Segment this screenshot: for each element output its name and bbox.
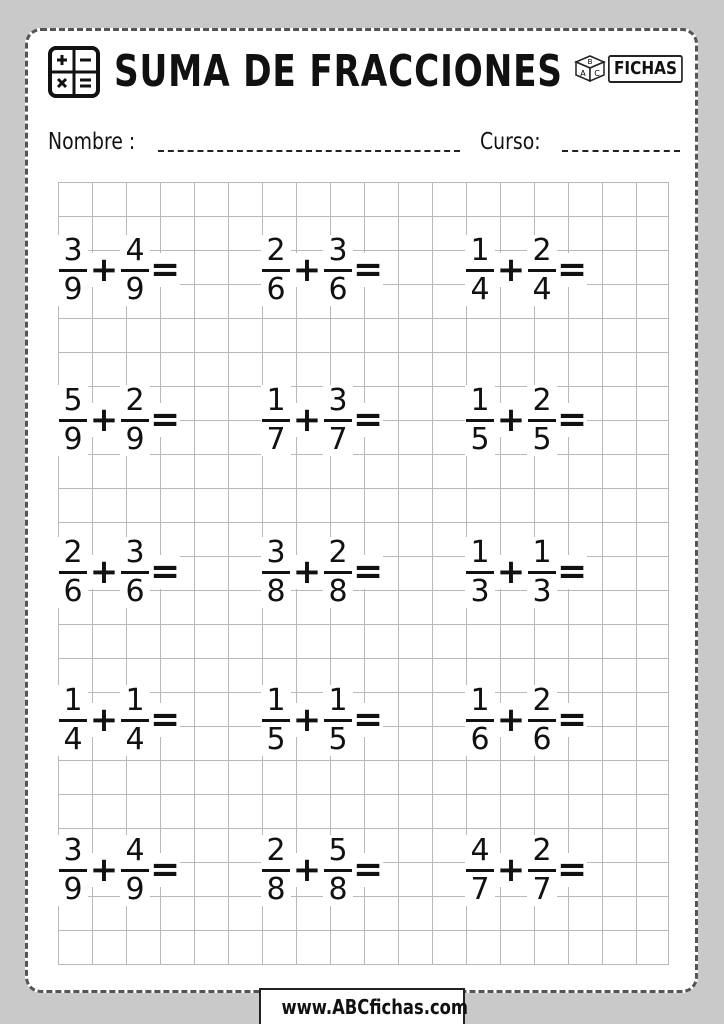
fraction-problem (261, 380, 423, 460)
fraction-problem (58, 532, 220, 612)
plus-sign: + (89, 250, 119, 290)
numerator: 1 (470, 382, 490, 418)
fraction-right (120, 832, 150, 907)
denominator: 8 (266, 573, 286, 609)
fraction-problem (465, 532, 627, 612)
answer-space[interactable] (587, 690, 627, 750)
denominator: 8 (328, 871, 348, 907)
numerator: 1 (266, 682, 286, 718)
equals-sign: = (557, 699, 588, 740)
equals-sign: = (150, 399, 181, 440)
denominator: 3 (470, 573, 490, 609)
denominator: 9 (125, 271, 145, 307)
answer-space[interactable] (587, 840, 627, 900)
student-info-row (48, 126, 684, 160)
equals-sign: = (353, 551, 384, 592)
numerator: 3 (328, 382, 348, 418)
plus-sign: + (292, 552, 322, 592)
denominator: 9 (63, 871, 83, 907)
fraction-left (465, 232, 495, 307)
answer-space[interactable] (180, 240, 220, 300)
answer-space[interactable] (383, 690, 423, 750)
fraction-left (465, 382, 495, 457)
numerator: 2 (532, 232, 552, 268)
numerator: 2 (63, 534, 83, 570)
numerator: 1 (470, 232, 490, 268)
denominator: 8 (328, 573, 348, 609)
plus-sign: + (496, 552, 526, 592)
plus-sign: + (89, 700, 119, 740)
fraction-right (527, 534, 557, 609)
equals-sign: = (150, 849, 181, 890)
equals-sign: = (353, 249, 384, 290)
numerator: 1 (63, 682, 83, 718)
denominator: 9 (63, 421, 83, 457)
fraction-left (58, 832, 88, 907)
denominator: 9 (125, 421, 145, 457)
numerator: 1 (470, 682, 490, 718)
numerator: 4 (470, 832, 490, 868)
plus-sign: + (89, 400, 119, 440)
numerator: 3 (125, 534, 145, 570)
fraction-right (120, 382, 150, 457)
denominator: 4 (63, 721, 83, 757)
answer-space[interactable] (383, 240, 423, 300)
denominator: 4 (125, 721, 145, 757)
course-label: Curso: (480, 129, 541, 155)
equals-sign: = (353, 399, 384, 440)
fraction-right (323, 382, 353, 457)
answer-space[interactable] (180, 840, 220, 900)
fraction-problem (261, 532, 423, 612)
plus-sign: + (496, 850, 526, 890)
numerator: 2 (266, 832, 286, 868)
plus-sign: + (292, 850, 322, 890)
fraction-problem (465, 680, 627, 760)
denominator: 7 (532, 871, 552, 907)
equals-sign: = (150, 551, 181, 592)
numerator: 2 (532, 832, 552, 868)
equals-sign: = (557, 849, 588, 890)
fraction-left (261, 832, 291, 907)
fraction-problem (261, 230, 423, 310)
denominator: 6 (532, 721, 552, 757)
numerator: 1 (125, 682, 145, 718)
numerator: 4 (125, 232, 145, 268)
numerator: 3 (63, 832, 83, 868)
denominator: 9 (63, 271, 83, 307)
denominator: 7 (470, 871, 490, 907)
plus-sign: + (292, 700, 322, 740)
answer-space[interactable] (180, 390, 220, 450)
footer-url-text: www.ABCfichas.com (281, 995, 469, 1019)
answer-space[interactable] (587, 542, 627, 602)
answer-space[interactable] (587, 240, 627, 300)
page-title: SUMA DE FRACCIONES (114, 46, 563, 97)
fraction-left (465, 682, 495, 757)
fraction-left (58, 682, 88, 757)
plus-sign: + (496, 250, 526, 290)
plus-sign: + (496, 400, 526, 440)
fraction-right (120, 232, 150, 307)
equals-sign: = (353, 699, 384, 740)
plus-sign: + (89, 850, 119, 890)
plus-sign: + (292, 400, 322, 440)
numerator: 1 (470, 534, 490, 570)
numerator: 1 (266, 382, 286, 418)
denominator: 9 (125, 871, 145, 907)
letter-blocks-icon (572, 52, 612, 82)
fraction-problem (58, 830, 220, 910)
numerator: 2 (328, 534, 348, 570)
answer-space[interactable] (383, 840, 423, 900)
fraction-right (527, 832, 557, 907)
answer-space[interactable] (180, 690, 220, 750)
logo-letter-c: C (594, 69, 600, 78)
fraction-right (323, 682, 353, 757)
name-field[interactable] (158, 150, 460, 152)
fraction-problem (261, 830, 423, 910)
fraction-problem (465, 230, 627, 310)
fraction-problem (58, 680, 220, 760)
numerator: 2 (532, 382, 552, 418)
answer-space[interactable] (180, 542, 220, 602)
logo-letter-a: A (580, 69, 586, 78)
fraction-right (120, 682, 150, 757)
denominator: 5 (532, 421, 552, 457)
numerator: 2 (266, 232, 286, 268)
denominator: 4 (532, 271, 552, 307)
equals-sign: = (150, 699, 181, 740)
denominator: 7 (266, 421, 286, 457)
fraction-problem (465, 380, 627, 460)
numerator: 3 (63, 232, 83, 268)
footer-url (259, 988, 469, 1024)
fraction-left (58, 534, 88, 609)
denominator: 6 (266, 271, 286, 307)
fraction-right (527, 682, 557, 757)
fraction-right (120, 534, 150, 609)
plus-sign: + (496, 700, 526, 740)
numerator: 1 (532, 534, 552, 570)
logo-letter-b: B (587, 58, 593, 66)
numerator: 1 (328, 682, 348, 718)
fraction-problem (58, 230, 220, 310)
numerator: 5 (328, 832, 348, 868)
denominator: 8 (266, 871, 286, 907)
fraction-problem (261, 680, 423, 760)
fraction-left (261, 682, 291, 757)
course-field[interactable] (562, 150, 680, 152)
numerator: 3 (328, 232, 348, 268)
equals-sign: = (557, 399, 588, 440)
equals-sign: = (353, 849, 384, 890)
numerator: 2 (125, 382, 145, 418)
fraction-left (58, 382, 88, 457)
equals-sign: = (557, 249, 588, 290)
fraction-right (323, 832, 353, 907)
plus-sign: + (292, 250, 322, 290)
fraction-right (323, 232, 353, 307)
denominator: 6 (63, 573, 83, 609)
equals-sign: = (557, 551, 588, 592)
fraction-left (465, 832, 495, 907)
denominator: 5 (328, 721, 348, 757)
numerator: 3 (266, 534, 286, 570)
denominator: 5 (470, 421, 490, 457)
answer-space[interactable] (383, 542, 423, 602)
plus-sign: + (89, 552, 119, 592)
fraction-problem (465, 830, 627, 910)
numerator: 2 (532, 682, 552, 718)
denominator: 7 (328, 421, 348, 457)
fraction-left (261, 534, 291, 609)
denominator: 6 (125, 573, 145, 609)
numerator: 4 (125, 832, 145, 868)
fraction-right (527, 232, 557, 307)
denominator: 5 (266, 721, 286, 757)
denominator: 4 (470, 271, 490, 307)
fraction-right (323, 534, 353, 609)
answer-space[interactable] (383, 390, 423, 450)
logo-text: FICHAS (608, 55, 683, 83)
answer-space[interactable] (587, 390, 627, 450)
denominator: 6 (328, 271, 348, 307)
fraction-right (527, 382, 557, 457)
equals-sign: = (150, 249, 181, 290)
fraction-left (261, 232, 291, 307)
fraction-left (465, 534, 495, 609)
name-label: Nombre : (48, 129, 136, 155)
numerator: 5 (63, 382, 83, 418)
denominator: 6 (470, 721, 490, 757)
fraction-problem (58, 380, 220, 460)
fraction-left (58, 232, 88, 307)
abcfichas-logo (568, 48, 678, 86)
fraction-left (261, 382, 291, 457)
denominator: 3 (532, 573, 552, 609)
calculator-icon (48, 46, 100, 98)
